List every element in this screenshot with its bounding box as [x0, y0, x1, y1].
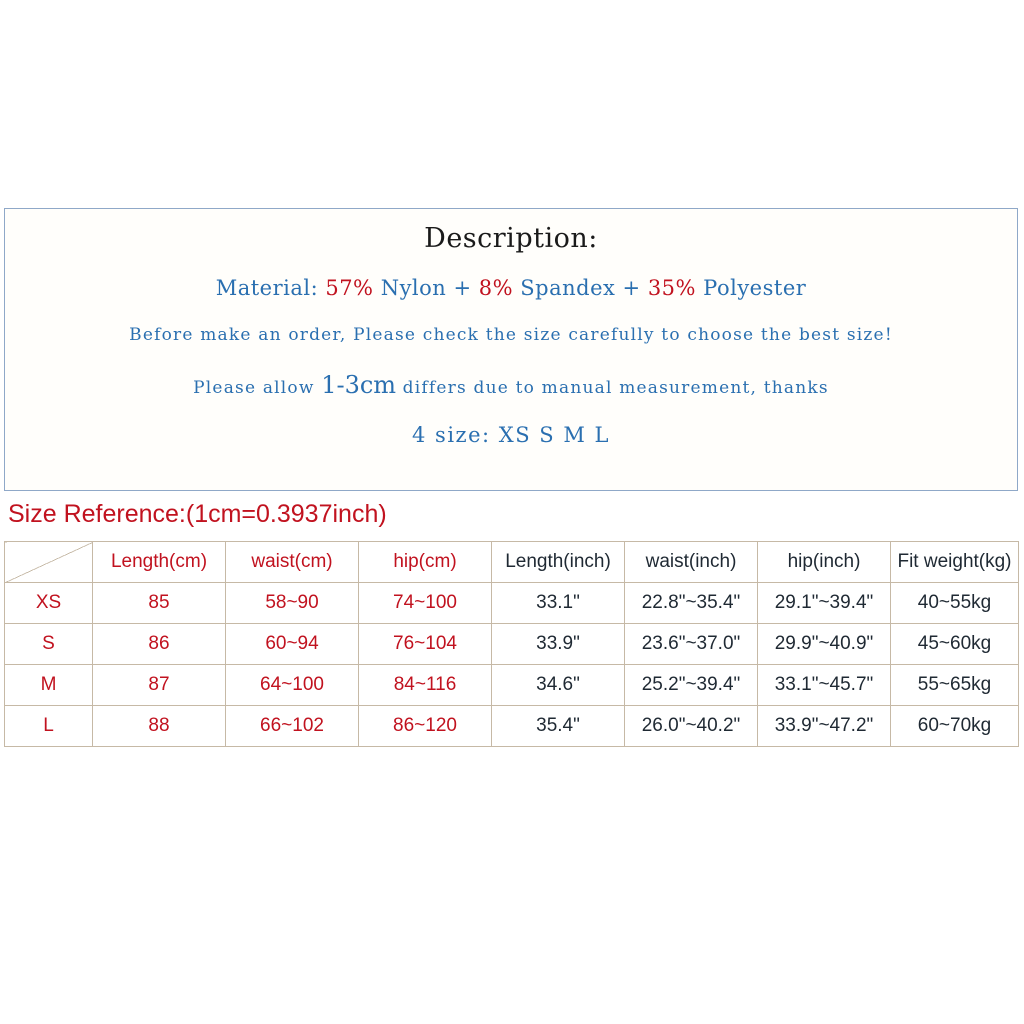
row-size-label: XS: [5, 583, 93, 624]
check-size-line: Before make an order, Please check the size carefully to choose the best size!: [129, 325, 893, 345]
column-header-hip-inch: hip(inch): [758, 542, 891, 583]
tolerance-prefix: Please allow: [193, 378, 322, 398]
table-row: [5, 665, 1019, 706]
table-row: [5, 706, 1019, 747]
tolerance-line: [5, 371, 1017, 399]
cell-hip-cm: 86~120: [359, 706, 492, 747]
cell-length-cm: 85: [93, 583, 226, 624]
tolerance-value: 1-3cm: [321, 371, 397, 399]
cell-hip-inch: 33.1"~45.7": [758, 665, 891, 706]
material-spandex-text: Spandex +: [513, 276, 648, 300]
cell-waist-cm: 60~94: [226, 624, 359, 665]
cell-length-cm: 87: [93, 665, 226, 706]
column-header-waist-inch: waist(inch): [625, 542, 758, 583]
available-sizes-line: 4 size: XS S M L: [412, 423, 610, 447]
material-polyester-text: Polyester: [696, 276, 807, 300]
cell-length-inch: 34.6": [492, 665, 625, 706]
material-polyester-percent: 35%: [647, 276, 696, 300]
row-size-label: M: [5, 665, 93, 706]
cell-length-cm: 86: [93, 624, 226, 665]
cell-fit-weight: 40~55kg: [891, 583, 1019, 624]
description-panel: [4, 208, 1018, 491]
column-header-length-inch: Length(inch): [492, 542, 625, 583]
table-corner-cell: [5, 542, 93, 583]
cell-fit-weight: 45~60kg: [891, 624, 1019, 665]
description-title: Description:: [424, 223, 598, 254]
cell-waist-cm: 58~90: [226, 583, 359, 624]
cell-fit-weight: 60~70kg: [891, 706, 1019, 747]
cell-hip-cm: 74~100: [359, 583, 492, 624]
cell-hip-inch: 33.9"~47.2": [758, 706, 891, 747]
table-header-row: [5, 542, 1019, 583]
material-nylon-text: Nylon +: [373, 276, 479, 300]
cell-length-inch: 35.4": [492, 706, 625, 747]
cell-fit-weight: 55~65kg: [891, 665, 1019, 706]
material-label: Material:: [215, 276, 326, 300]
cell-hip-cm: 84~116: [359, 665, 492, 706]
column-header-hip-cm: hip(cm): [359, 542, 492, 583]
column-header-length-cm: Length(cm): [93, 542, 226, 583]
table-row: [5, 583, 1019, 624]
cell-waist-inch: 23.6"~37.0": [625, 624, 758, 665]
material-line: [5, 276, 1017, 300]
material-spandex-percent: 8%: [478, 276, 514, 300]
cell-length-inch: 33.1": [492, 583, 625, 624]
cell-waist-inch: 22.8"~35.4": [625, 583, 758, 624]
cell-hip-cm: 76~104: [359, 624, 492, 665]
material-nylon-percent: 57%: [325, 276, 374, 300]
row-size-label: L: [5, 706, 93, 747]
cell-waist-cm: 64~100: [226, 665, 359, 706]
cell-length-cm: 88: [93, 706, 226, 747]
cell-hip-inch: 29.9"~40.9": [758, 624, 891, 665]
size-reference-table: [4, 541, 1019, 747]
tolerance-suffix: differs due to manual measurement, thanks: [396, 378, 829, 398]
cell-length-inch: 33.9": [492, 624, 625, 665]
cell-hip-inch: 29.1"~39.4": [758, 583, 891, 624]
table-row: [5, 624, 1019, 665]
cell-waist-cm: 66~102: [226, 706, 359, 747]
size-reference-heading: Size Reference:(1cm=0.3937inch): [8, 500, 387, 528]
cell-waist-inch: 25.2"~39.4": [625, 665, 758, 706]
column-header-waist-cm: waist(cm): [226, 542, 359, 583]
column-header-fit-weight: Fit weight(kg): [891, 542, 1019, 583]
row-size-label: S: [5, 624, 93, 665]
cell-waist-inch: 26.0"~40.2": [625, 706, 758, 747]
